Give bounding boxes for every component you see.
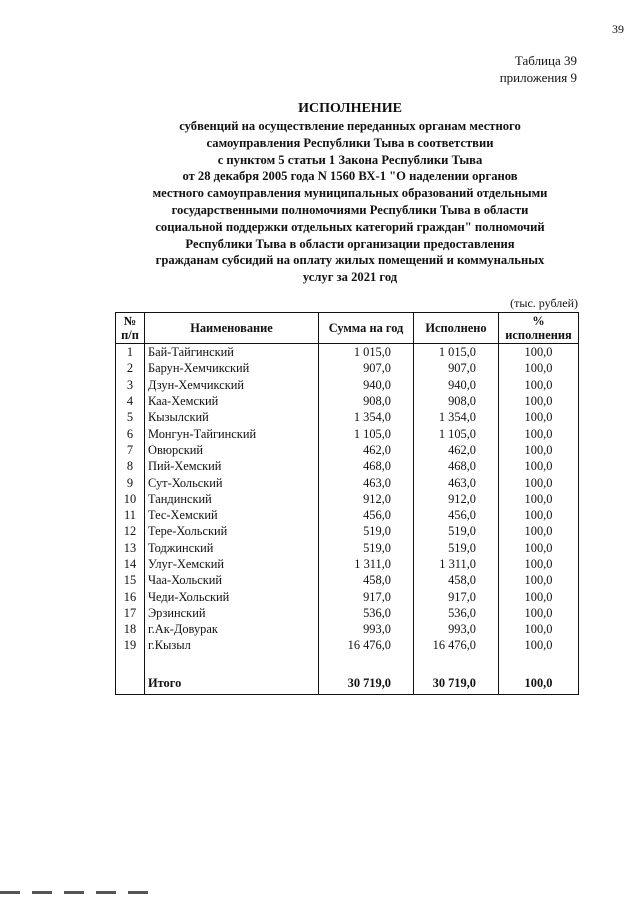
row-sum: 1 105,0 [319, 425, 414, 441]
row-sum: 908,0 [319, 393, 414, 409]
row-percent: 100,0 [499, 344, 579, 361]
document-title [120, 100, 580, 286]
spacer-row [116, 654, 579, 672]
row-percent: 100,0 [499, 621, 579, 637]
spacer-cell [499, 654, 579, 672]
row-percent: 100,0 [499, 442, 579, 458]
table-row [116, 605, 579, 621]
row-percent: 100,0 [499, 377, 579, 393]
header-percent-bottom: исполнения [505, 328, 572, 342]
row-number: 16 [116, 588, 145, 604]
header-sum: Сумма на год [319, 313, 414, 344]
row-done: 519,0 [414, 523, 499, 539]
row-done: 456,0 [414, 507, 499, 523]
row-number: 6 [116, 425, 145, 441]
page-number: 39 [612, 22, 624, 36]
row-percent: 100,0 [499, 409, 579, 425]
header-name: Наименование [145, 313, 319, 344]
row-done: 1 311,0 [414, 556, 499, 572]
total-number-cell [116, 672, 145, 695]
row-percent: 100,0 [499, 540, 579, 556]
title-line: гражданам субсидий на оплату жилых помещений и коммунальных [155, 253, 545, 268]
scan-mark [64, 891, 84, 894]
table-reference [500, 52, 577, 86]
row-percent: 100,0 [499, 491, 579, 507]
row-sum: 907,0 [319, 360, 414, 376]
row-number: 1 [116, 344, 145, 361]
row-done: 1 105,0 [414, 425, 499, 441]
row-name: Каа-Хемский [145, 393, 319, 409]
row-name: Монгун-Тайгинский [145, 425, 319, 441]
row-name: Барун-Хемчикский [145, 360, 319, 376]
row-name: Пий-Хемский [145, 458, 319, 474]
row-name: Тере-Хольский [145, 523, 319, 539]
scan-edge-marks [0, 891, 260, 895]
row-number: 15 [116, 572, 145, 588]
row-sum: 917,0 [319, 588, 414, 604]
header-percent-top: % [532, 314, 545, 328]
scan-mark [96, 891, 116, 894]
table-row [116, 556, 579, 572]
title-line: самоуправления Республики Тыва в соответствии [206, 135, 494, 150]
row-done: 940,0 [414, 377, 499, 393]
row-name: Чаа-Хольский [145, 572, 319, 588]
row-done: 917,0 [414, 588, 499, 604]
row-percent: 100,0 [499, 507, 579, 523]
row-name: Бай-Тайгинский [145, 344, 319, 361]
execution-table [115, 312, 579, 695]
row-name: Дзун-Хемчикский [145, 377, 319, 393]
table-reference-line2: приложения 9 [499, 70, 577, 85]
row-number: 10 [116, 491, 145, 507]
row-number: 17 [116, 605, 145, 621]
row-sum: 462,0 [319, 442, 414, 458]
title-line: Республики Тыва в области организации предоставления [185, 236, 515, 251]
row-number: 18 [116, 621, 145, 637]
row-percent: 100,0 [499, 474, 579, 490]
row-done: 462,0 [414, 442, 499, 458]
title-line: местного самоуправления муниципальных образований отдельными [152, 186, 548, 201]
title-line: с пунктом 5 статьи 1 Закона Республики Тыва [217, 152, 483, 167]
title-line: социальной поддержки отдельных категорий граждан" полномочий [155, 219, 545, 234]
table-row [116, 621, 579, 637]
row-number: 14 [116, 556, 145, 572]
table-row [116, 425, 579, 441]
table-row [116, 637, 579, 653]
table-row [116, 474, 579, 490]
row-sum: 940,0 [319, 377, 414, 393]
row-number: 4 [116, 393, 145, 409]
row-sum: 1 311,0 [319, 556, 414, 572]
table-row [116, 491, 579, 507]
row-percent: 100,0 [499, 458, 579, 474]
row-done: 908,0 [414, 393, 499, 409]
row-name: г.Ак-Довурак [145, 621, 319, 637]
row-done: 536,0 [414, 605, 499, 621]
row-sum: 16 476,0 [319, 637, 414, 653]
row-done: 16 476,0 [414, 637, 499, 653]
row-percent: 100,0 [499, 637, 579, 653]
table-row [116, 588, 579, 604]
row-done: 458,0 [414, 572, 499, 588]
row-number: 13 [116, 540, 145, 556]
row-sum: 463,0 [319, 474, 414, 490]
row-sum: 993,0 [319, 621, 414, 637]
scan-mark [0, 891, 20, 894]
row-sum: 456,0 [319, 507, 414, 523]
row-name: Тандинский [145, 491, 319, 507]
table-row [116, 344, 579, 361]
row-sum: 519,0 [319, 523, 414, 539]
spacer-cell [319, 654, 414, 672]
row-done: 463,0 [414, 474, 499, 490]
row-number: 19 [116, 637, 145, 653]
title-line: субвенций на осуществление переданных органам местного [179, 119, 521, 133]
total-sum: 30 719,0 [319, 672, 414, 695]
row-name: Кызылский [145, 409, 319, 425]
header-done: Исполнено [414, 313, 499, 344]
row-percent: 100,0 [499, 425, 579, 441]
table-row [116, 377, 579, 393]
total-label: Итого [145, 672, 319, 695]
row-number: 8 [116, 458, 145, 474]
row-name: Эрзинский [145, 605, 319, 621]
row-sum: 458,0 [319, 572, 414, 588]
table-row [116, 572, 579, 588]
row-number: 2 [116, 360, 145, 376]
row-sum: 536,0 [319, 605, 414, 621]
row-done: 468,0 [414, 458, 499, 474]
row-name: г.Кызыл [145, 637, 319, 653]
row-done: 907,0 [414, 360, 499, 376]
title-line: услуг за 2021 год [302, 270, 398, 285]
spacer-cell [145, 654, 319, 672]
spacer-cell [116, 654, 145, 672]
row-number: 3 [116, 377, 145, 393]
scan-mark [128, 891, 148, 894]
row-number: 7 [116, 442, 145, 458]
total-done: 30 719,0 [414, 672, 499, 695]
table-reference-line1: Таблица 39 [514, 53, 577, 68]
row-percent: 100,0 [499, 360, 579, 376]
row-sum: 519,0 [319, 540, 414, 556]
row-number: 11 [116, 507, 145, 523]
table-row [116, 523, 579, 539]
unit-label: (тыс. рублей) [510, 296, 578, 310]
title-main: ИСПОЛНЕНИЕ [298, 101, 402, 116]
row-percent: 100,0 [499, 556, 579, 572]
table-row [116, 507, 579, 523]
row-sum: 1 015,0 [319, 344, 414, 361]
spacer-cell [414, 654, 499, 672]
row-name: Овюрский [145, 442, 319, 458]
total-percent: 100,0 [499, 672, 579, 695]
header-percent [499, 313, 579, 344]
row-name: Тоджинский [145, 540, 319, 556]
table-row [116, 442, 579, 458]
row-name: Чеди-Хольский [145, 588, 319, 604]
header-number [116, 313, 145, 344]
row-done: 519,0 [414, 540, 499, 556]
row-name: Тес-Хемский [145, 507, 319, 523]
row-number: 9 [116, 474, 145, 490]
row-name: Сут-Хольский [145, 474, 319, 490]
table-row [116, 360, 579, 376]
row-done: 1 015,0 [414, 344, 499, 361]
row-sum: 1 354,0 [319, 409, 414, 425]
row-sum: 468,0 [319, 458, 414, 474]
row-percent: 100,0 [499, 523, 579, 539]
row-name: Улуг-Хемский [145, 556, 319, 572]
row-percent: 100,0 [499, 393, 579, 409]
row-percent: 100,0 [499, 605, 579, 621]
scan-mark [32, 891, 52, 894]
table-row [116, 540, 579, 556]
table-row [116, 458, 579, 474]
row-done: 912,0 [414, 491, 499, 507]
row-percent: 100,0 [499, 588, 579, 604]
table-header-row [116, 313, 579, 344]
total-row [116, 672, 579, 695]
table-row [116, 393, 579, 409]
row-done: 1 354,0 [414, 409, 499, 425]
row-sum: 912,0 [319, 491, 414, 507]
row-number: 12 [116, 523, 145, 539]
title-line: государственными полномочиями Республики Тыва в области [171, 202, 529, 217]
header-number-bottom: п/п [121, 328, 139, 342]
row-done: 993,0 [414, 621, 499, 637]
header-number-top: № [123, 314, 137, 328]
table-row [116, 409, 579, 425]
title-line: от 28 декабря 2005 года N 1560 ВХ-1 "О наделении органов [182, 169, 518, 184]
row-number: 5 [116, 409, 145, 425]
row-percent: 100,0 [499, 572, 579, 588]
